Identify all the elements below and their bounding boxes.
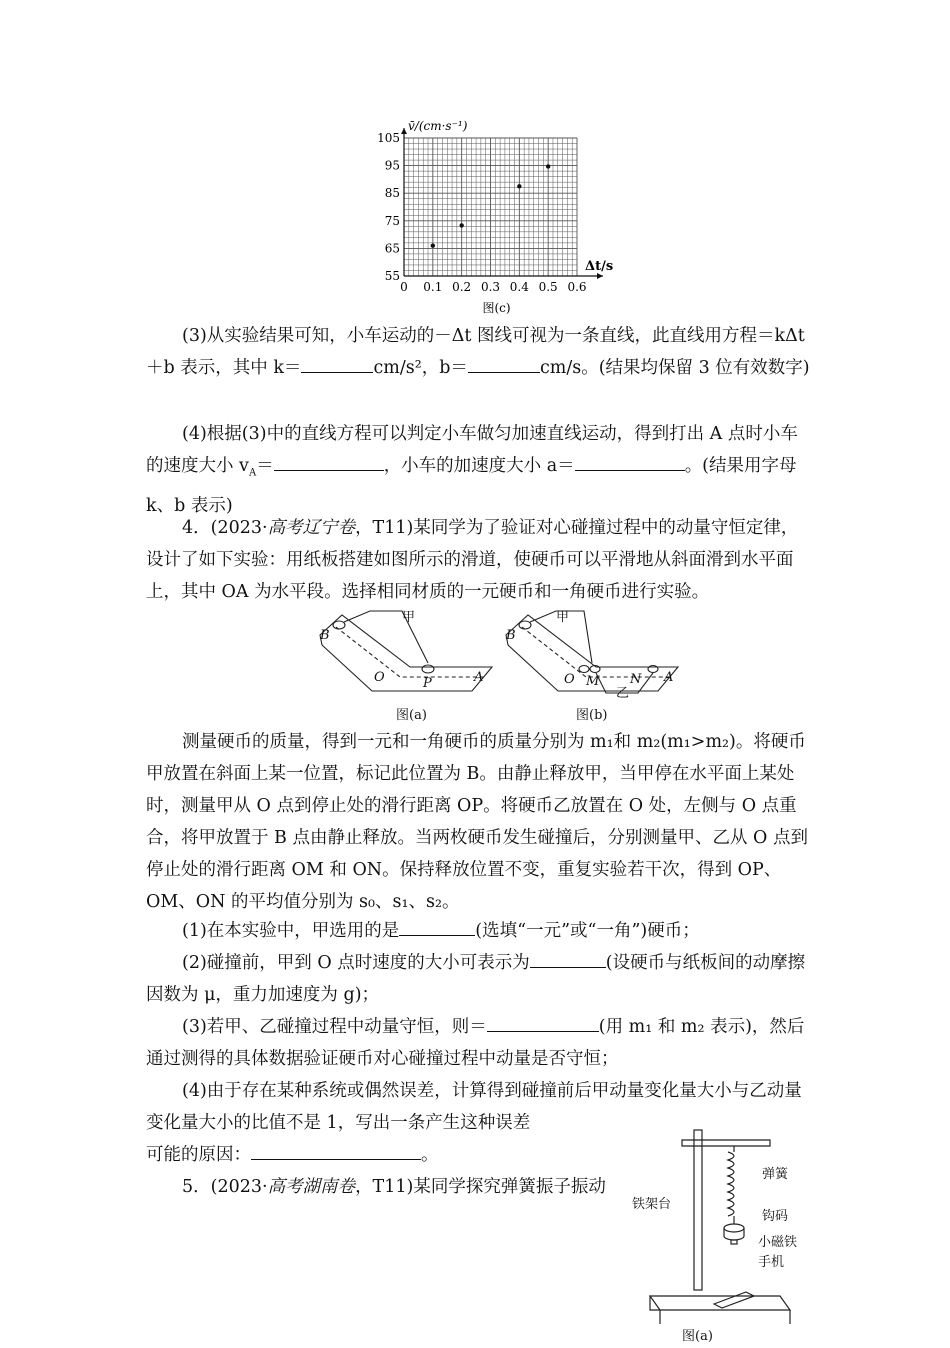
y-tick-label: 75 xyxy=(384,213,400,228)
data-point xyxy=(431,243,435,247)
velocity-time-chart xyxy=(372,118,622,320)
stand-base-top xyxy=(650,1296,790,1310)
p5-intro-text: ，T11)某同学探究弹簧振子振动 xyxy=(355,1177,606,1197)
track-a-path xyxy=(336,627,484,677)
p5-number: 5．(2023· xyxy=(182,1177,268,1197)
p4-q3-text-b: (用 m₁ 和 m₂ 表示)，然后通过测得的具体数据验证硬币对心碰撞过程中动量是否守恒； xyxy=(146,1017,805,1069)
problem-5-intro xyxy=(146,1171,626,1203)
label-b-N: N xyxy=(630,672,642,687)
q4-subscript: A xyxy=(248,467,257,479)
p4-question-2 xyxy=(146,947,810,1011)
label-b-jia: 甲 xyxy=(556,610,570,625)
p4-q3-blank[interactable] xyxy=(487,1011,599,1032)
y-tick-label: 105 xyxy=(377,131,400,145)
p4-source: 高考辽宁卷 xyxy=(267,518,356,538)
x-tick-label: 0.1 xyxy=(423,280,443,294)
label-phone: 手机 xyxy=(758,1255,785,1270)
label-a-P: P xyxy=(423,676,432,691)
leader-a xyxy=(344,611,428,663)
label-a-A: A xyxy=(474,670,484,685)
q4-text-d: 。(结果用字母 k、b 表示) xyxy=(146,456,797,516)
p4-question-3 xyxy=(146,1011,810,1075)
label-b-A: A xyxy=(664,670,674,685)
y-tick-label: 55 xyxy=(384,269,400,283)
p4-q4-text-a: (4)由于存在某种系统或偶然误差，计算得到碰撞前后甲动量变化量大小与乙动量变化量大小的比值不是 1，写出一条产生这种误差 xyxy=(146,1081,802,1133)
y-axis-arrow xyxy=(401,128,407,134)
x-tick-label: 0.5 xyxy=(538,280,558,294)
p4-q1-text-a: (1)在本实验中，甲选用的是 xyxy=(182,921,400,941)
x-tick-label: 0.3 xyxy=(480,280,501,294)
y-tick-label: 65 xyxy=(384,241,400,256)
y-tick-label: 95 xyxy=(384,158,400,173)
label-a-B: B xyxy=(320,628,330,643)
p4-q2-text-a: (2)碰撞前，甲到 O 点时速度的大小可表示为 xyxy=(182,953,530,973)
p4-q4-blank[interactable] xyxy=(251,1139,421,1160)
figure-c-caption: 图(c) xyxy=(482,301,511,315)
q3-text-c: cm/s。(结果均保留 3 位有效数字) xyxy=(539,358,810,378)
track-a-outline xyxy=(320,615,492,691)
data-point xyxy=(517,184,521,188)
x-axis-label: Δt/s xyxy=(585,259,614,274)
p4-q2-text-b: (设硬币与纸板间的动摩擦因数为 μ，重力加速度为 g)； xyxy=(146,953,806,1005)
q3-text-b: cm/s²，b＝ xyxy=(373,358,468,378)
problem-4-intro xyxy=(146,512,810,608)
p4-q1-blank[interactable] xyxy=(399,915,475,936)
coin-b-start xyxy=(519,621,531,629)
p4-q3-text-a: (3)若甲、乙碰撞过程中动量守恒，则＝ xyxy=(182,1017,487,1037)
problem-4-body xyxy=(146,726,810,918)
caption-a: 图(a) xyxy=(396,708,427,723)
p4-q4-text-b: 可能的原因： xyxy=(146,1145,251,1165)
q3-blank-k[interactable] xyxy=(301,352,373,373)
coin-a-stop xyxy=(422,665,434,673)
question-3-paragraph xyxy=(146,320,810,384)
coin-a-start xyxy=(333,621,345,629)
question-4-paragraph xyxy=(146,418,810,522)
label-b-B: B xyxy=(506,628,516,643)
label-weight: 钩码 xyxy=(762,1209,789,1224)
x-tick-label: 0.2 xyxy=(452,280,472,294)
p4-q2-blank[interactable] xyxy=(530,947,606,968)
p4-q4-text-c: 。 xyxy=(421,1145,439,1165)
x-tick-label: 0 xyxy=(400,280,408,294)
slide-track-figures xyxy=(310,605,690,725)
y-axis-label: v̄/(cm·s⁻¹) xyxy=(408,119,468,133)
q4-blank-a[interactable] xyxy=(575,450,685,471)
stand-rod xyxy=(694,1130,702,1290)
x-tick-label: 0.4 xyxy=(509,280,529,294)
weight-top xyxy=(724,1224,744,1232)
p4-question-1 xyxy=(146,915,810,947)
label-stand: 铁架台 xyxy=(632,1197,672,1212)
figure-spring-setup xyxy=(630,1120,810,1344)
figure-c xyxy=(372,118,622,320)
q4-blank-va[interactable] xyxy=(274,450,384,471)
figure-a-b xyxy=(310,605,690,725)
p4-number: 4．(2023· xyxy=(182,518,268,538)
p4-intro-text: ，T11)某同学为了验证对心碰撞过程中的动量守恒定律，设计了如下实验：用纸板搭建如图所示的滑道，使硬币可以平滑地从斜面滑到水平面上，其中 OA 为水平段。选择相同材质的一元硬币和一角硬币进行实验。 xyxy=(146,518,799,602)
label-a-O: O xyxy=(374,670,385,685)
q4-text-b: ＝ xyxy=(256,456,274,476)
caption-spring: 图(a) xyxy=(682,1329,713,1344)
label-spring: 弹簧 xyxy=(762,1167,789,1182)
data-point xyxy=(459,223,463,227)
p4-body-text: 测量硬币的质量，得到一元和一角硬币的质量分别为 m₁和 m₂(m₁>m₂)。将硬币甲放置在斜面上某一位置，标记此位置为 B。由静止释放甲，当甲停在水平面上某处时，测量甲从 O 点到停止处的滑行距离 OP。将硬币乙放置在 O 处，左侧与 O 点重合，将甲放置于 B 点由静止释放。当两枚硬币发生碰撞后，分别测量甲、乙从 O 点到停止处的滑行距离 OM 和 ON。保持释放位置不变，重复实验若干次，得到 OP、OM、ON 的平均值分别为 s₀、s₁、s₂。 xyxy=(146,732,808,912)
q4-text-c: ，小车的加速度大小 a＝ xyxy=(383,456,575,476)
data-point xyxy=(546,164,550,168)
x-tick-label: 0.6 xyxy=(567,280,587,294)
stand-arm xyxy=(682,1140,770,1146)
q3-text-a: (3)从实验结果可知，小车运动的－Δt 图线可视为一条直线，此直线用方程＝kΔt＋b 表示，其中 k＝ xyxy=(146,326,805,378)
label-magnet: 小磁铁 xyxy=(758,1235,798,1250)
p5-source: 高考湖南卷 xyxy=(267,1177,356,1197)
spring-coil xyxy=(728,1152,734,1216)
caption-b: 图(b) xyxy=(576,708,608,723)
p4-q1-text-b: (选填“一元”或“一角”)硬币； xyxy=(475,921,700,941)
weight-body xyxy=(724,1228,744,1240)
spring-apparatus xyxy=(630,1120,810,1344)
label-b-yi: 乙 xyxy=(616,686,630,701)
q4-text-a: (4)根据(3)中的直线方程可以判定小车做匀加速直线运动，得到打出 A 点时小车的速度大小 v xyxy=(146,424,798,476)
y-tick-label: 85 xyxy=(384,186,400,201)
label-a-jia: 甲 xyxy=(402,610,416,625)
label-b-M: M xyxy=(586,674,600,689)
q3-blank-b[interactable] xyxy=(468,352,540,373)
magnet-shape xyxy=(731,1240,737,1244)
phone-shape xyxy=(714,1292,754,1308)
label-b-O: O xyxy=(564,672,575,687)
